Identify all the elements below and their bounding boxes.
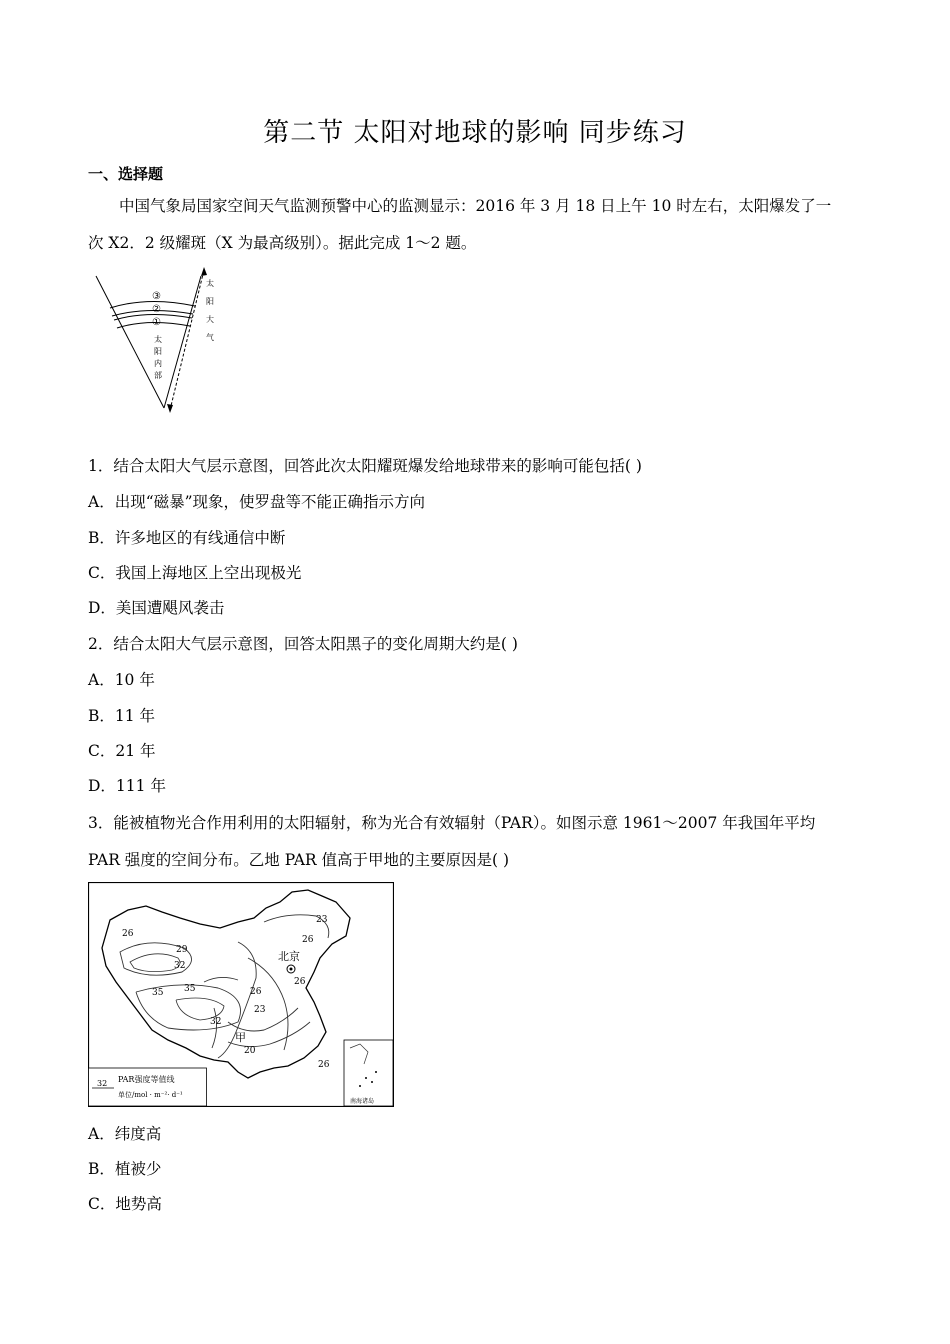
contour-label-35-center: 35 [184, 984, 196, 994]
atmosphere-char-4: 气 [206, 333, 214, 342]
layer-label-2: ② [152, 304, 161, 315]
contour-label-23-center: 23 [254, 1005, 266, 1015]
question-3-option-c: C．地势高 [88, 1195, 162, 1213]
contour-label-26-east: 26 [294, 977, 306, 987]
question-2-stem: 2．结合太阳大气层示意图，回答太阳黑子的变化周期大约是( ) [88, 635, 518, 653]
legend-contour-value: 32 [97, 1079, 108, 1088]
contour-label-26-nw: 26 [122, 929, 134, 939]
question-3-stem-line-1: 3．能被植物光合作用利用的太阳辐射，称为光合有效辐射（PAR）。如图示意 1961～2007 年我国年平均 [88, 814, 816, 832]
contour-label-32-north: 32 [174, 961, 186, 971]
question-2-option-b: B．11 年 [88, 707, 156, 725]
interior-char-4: 部 [154, 371, 162, 380]
page-title: 第二节 太阳对地球的影响 同步练习 [263, 118, 687, 148]
legend-title: PAR强度等值线 [118, 1075, 175, 1084]
question-1-option-b: B．许多地区的有线通信中断 [88, 529, 286, 547]
question-1-option-c: C．我国上海地区上空出现极光 [88, 564, 302, 582]
section-heading: 一、选择题 [88, 165, 164, 183]
intro-line-2: 次 X2．2 级耀斑（X 为最高级别）。据此完成 1～2 题。 [88, 234, 477, 252]
question-2-option-d: D．111 年 [88, 777, 166, 795]
question-1-option-d: D．美国遭飓风袭击 [88, 599, 225, 617]
intro-line-1: 中国气象局国家空间天气监测预警中心的监测显示：2016 年 3 月 18 日上午 10 时左右，太阳爆发了一 [119, 197, 832, 215]
question-3-option-b: B．植被少 [88, 1160, 162, 1178]
contour-label-20: 20 [244, 1046, 256, 1056]
par-distribution-map [88, 882, 394, 1107]
question-2-option-c: C．21 年 [88, 742, 156, 760]
atmosphere-char-1: 太 [206, 279, 214, 288]
contour-label-23-ne: 23 [316, 915, 328, 925]
interior-char-2: 阳 [154, 347, 162, 356]
contour-label-26-taiwan: 26 [318, 1060, 330, 1070]
contour-label-32-south: 32 [210, 1017, 222, 1027]
atmosphere-char-2: 阳 [206, 297, 214, 306]
point-jia-label: 甲 [235, 1031, 246, 1044]
contour-label-35-west: 35 [152, 988, 164, 998]
contour-label-26-center: 26 [250, 987, 262, 997]
beijing-label: 北京 [278, 950, 300, 963]
question-1-stem: 1．结合太阳大气层示意图，回答此次太阳耀斑爆发给地球带来的影响可能包括( ) [88, 457, 642, 475]
question-3-option-a: A．纬度高 [88, 1125, 162, 1143]
atmosphere-char-3: 大 [206, 315, 214, 324]
intro-paragraph [88, 188, 868, 262]
layer-label-1: ① [152, 317, 161, 328]
solar-atmosphere-diagram [88, 262, 228, 417]
interior-char-1: 太 [154, 335, 162, 344]
layer-label-3: ③ [152, 291, 161, 302]
question-3-stem-line-2: PAR 强度的空间分布。乙地 PAR 值高于甲地的主要原因是( ) [88, 851, 510, 869]
question-1-option-a: A．出现“磁暴”现象，使罗盘等不能正确指示方向 [88, 493, 426, 511]
interior-char-3: 内 [154, 359, 162, 368]
inset-label: 南海诸岛 [350, 1098, 375, 1105]
contour-label-26-ne: 26 [302, 935, 314, 945]
question-2-option-a: A．10 年 [88, 671, 155, 689]
contour-label-29: 29 [176, 945, 188, 955]
legend-unit: 单位/mol · m⁻²· d⁻¹ [118, 1091, 183, 1099]
